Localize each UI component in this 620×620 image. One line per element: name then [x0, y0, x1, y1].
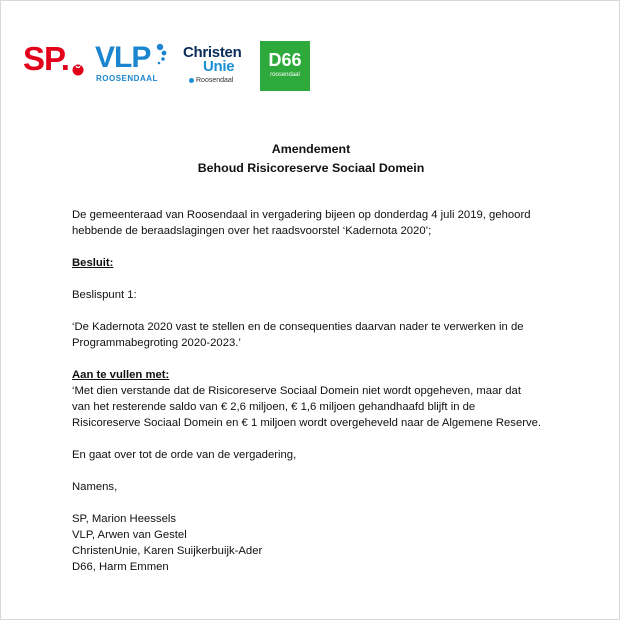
bubbles-icon [151, 43, 167, 69]
sp-logo-text: SP. [23, 40, 69, 77]
namens-line: Namens, [72, 481, 118, 493]
christenunie-logo-line1: Christen [183, 44, 242, 61]
christenunie-logo [183, 45, 263, 89]
document-body [72, 207, 592, 575]
beslispunt-text-line-1: ‘De Kadernota 2020 vast te stellen en de consequenties daarvan nader te verwerken in de [72, 321, 524, 333]
vlp-logo [95, 41, 183, 83]
d66-logo-subtitle: roosendaal [270, 72, 300, 78]
vlp-logo-text: VLP [95, 41, 151, 74]
aanvullen-heading: Aan te vullen met: [72, 369, 170, 381]
d66-logo [260, 41, 310, 91]
intro-line-1: De gemeenteraad van Roosendaal in vergadering bijeen op donderdag 4 juli 2019, gehoord [72, 209, 531, 221]
besluit-heading: Besluit: [72, 257, 114, 269]
signatory: D66, Harm Emmen [72, 561, 169, 573]
sp-logo [23, 41, 91, 81]
vlp-logo-subtitle: ROOSENDAAL [96, 74, 158, 83]
aanvullen-line-3: Risicoreserve Sociaal Domein en € 1 miljoen wordt overgeheveld naar de Algemene Reserve. [72, 417, 542, 429]
intro-line-2: hebbende de beraadslagingen over het raadsvoorstel ‘Kadernota 2020’; [72, 225, 432, 237]
christenunie-logo-subtitle [189, 77, 233, 84]
d66-logo-text: D66 [268, 50, 302, 70]
signatory: SP, Marion Heessels [72, 513, 177, 525]
title-amendement: Amendement [271, 142, 351, 156]
christenunie-subtitle-text: Roosendaal [196, 77, 234, 84]
closing-line: En gaat over tot de orde van de vergadering, [72, 449, 297, 461]
signatory: ChristenUnie, Karen Suijkerbuijk-Ader [72, 545, 263, 557]
beslispunt-label: Beslispunt 1: [72, 289, 137, 301]
aanvullen-line-2: van het resterende saldo van € 2,6 miljoen, € 1,6 miljoen gehandhaafd blijft in de [72, 401, 476, 413]
tomato-icon [71, 62, 85, 76]
party-logos [23, 39, 323, 99]
beslispunt-text-line-2: Programmabegroting 2020-2023.’ [72, 337, 241, 349]
signatory: VLP, Arwen van Gestel [72, 529, 187, 541]
document-title [1, 140, 620, 178]
christenunie-mark-icon [189, 78, 194, 83]
title-subject: Behoud Risicoreserve Sociaal Domein [197, 161, 425, 175]
aanvullen-line-1: ‘Met dien verstande dat de Risicoreserve Sociaal Domein niet wordt opgeheven, maar dat [72, 385, 521, 397]
christenunie-logo-line2: Unie [203, 58, 235, 75]
